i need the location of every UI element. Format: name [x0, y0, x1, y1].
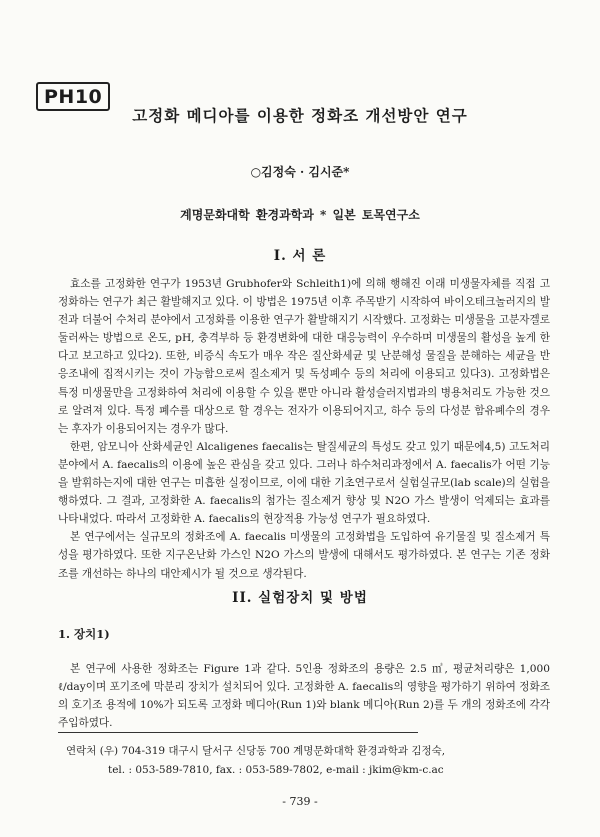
section-heading-methods: II. 실험장치 및 방법 — [232, 590, 368, 606]
apparatus-body — [58, 660, 550, 732]
contact-footnote — [66, 742, 566, 780]
contact-address: 연락처 (우) 704-319 대구시 달서구 신당동 700 계명문화대학 환경과학과 김정숙, — [66, 745, 446, 757]
intro-paragraph-1: 효소를 고정화한 연구가 1953년 Grubhofer와 Schleith1)에 의해 행해진 이래 미생물자체를 직접 고정화하는 연구가 최근 활발해지고 있다. 이 방법은 1975년 이후 주목받기 시작하여 바이오테크놀러지의 발전과 더불어 수처리 분야에서 고정화를 이용한 연구가 활발해지기 시작했다. 고정화는 미생물을 고분자겔로 둘러싸는 방법으로 온도, pH, 충격부하 등 환경변화에 대한 대응능력이 우수하며 미생물의 활성을 높게 한다고 보고하고 있다2). 또한, 비증식 속도가 매우 작은 질산화세균 및 난분해성 물질을 분해하는 세균을 반응조내에 집적시키는 것이 가능함으로써 질소제거 및 독성폐수 등의 처리에 이용되고 있다3). 고정화법은 특정 미생물만을 고정화하여 처리에 이용할 수 있을 뿐만 아니라 활성슬러지법과의 병용처리도 가능한 것으로 알려져 있다. 특정 폐수를 대상으로 할 경우는 전자가 이용되어지고, 하수 등의 다성분 함유폐수의 경우는 후자가 이용되어지는 경우가 많다. — [58, 278, 550, 435]
intro-paragraph-2: 한편, 암모니아 산화세균인 Alcaligenes faecalis는 탈질세균의 특성도 갖고 있기 때문에4,5) 고도처리분야에서 A. faecalis의 이용에 높은 관심을 갖고 있다. 그러나 하수처리과정에서 A. faecalis가 어떤 기능을 발휘하는지에 대한 연구는 미흡한 실정이므로, 이에 대한 기초연구로서 실험실규모(lab scale)의 실험을 행하였다. 그 결과, 고정화한 A. faecalis의 첨가는 질소제거 향상 및 N2O 가스 발생이 억제되는 효과를 나타내었다. 따라서 고정화한 A. faecalis의 현장적용 가능성 연구가 필요하였다. — [58, 440, 551, 526]
paper-title: 고정화 메디아를 이용한 정화조 개선방안 연구 — [132, 106, 468, 125]
section-heading-introduction: I. 서 론 — [273, 248, 327, 264]
author-list: ○김정숙 · 김시준* — [250, 165, 350, 179]
apparatus-paragraph: 본 연구에 사용한 정화조는 Figure 1과 같다. 5인용 정화조의 용량은 2.5 ㎥, 평균처리량은 1,000 ℓ/day이며 포기조에 막분리 장치가 설치되어 있다. 고정화한 A. faecalis의 영향을 평가하기 위하여 정화조의 호기조 용적에 10%가 되도록 고정화 메디아(Run 1)와 blank 메디아(Run 2)를 두 개의 정화조에 각각 주입하였다. — [58, 663, 550, 730]
page-number: - 739 - — [282, 795, 318, 808]
footnote-divider — [58, 732, 418, 733]
affiliation: 계명문화대학 환경과학과 * 일본 토목연구소 — [180, 208, 420, 222]
introduction-body — [58, 275, 550, 583]
intro-paragraph-3: 본 연구에서는 실규모의 정화조에 A. faecalis 미생물의 고정화법을 도입하여 유기물질 및 질소제거 특성을 평가하였다. 또한 지구온난화 가스인 N2O 가스의 발생에 대해서도 평가하였다. 본 연구는 기존 정화조를 개선하는 하나의 대안제시가 될 것으로 생각된다. — [58, 531, 550, 580]
subsection-heading-apparatus: 1. 장치1) — [58, 627, 110, 641]
contact-phone-email: tel. : 053-589-7810, fax. : 053-589-7802, e-mail : jkim@km-c.ac — [108, 764, 444, 776]
session-badge: PH10 — [36, 82, 110, 111]
